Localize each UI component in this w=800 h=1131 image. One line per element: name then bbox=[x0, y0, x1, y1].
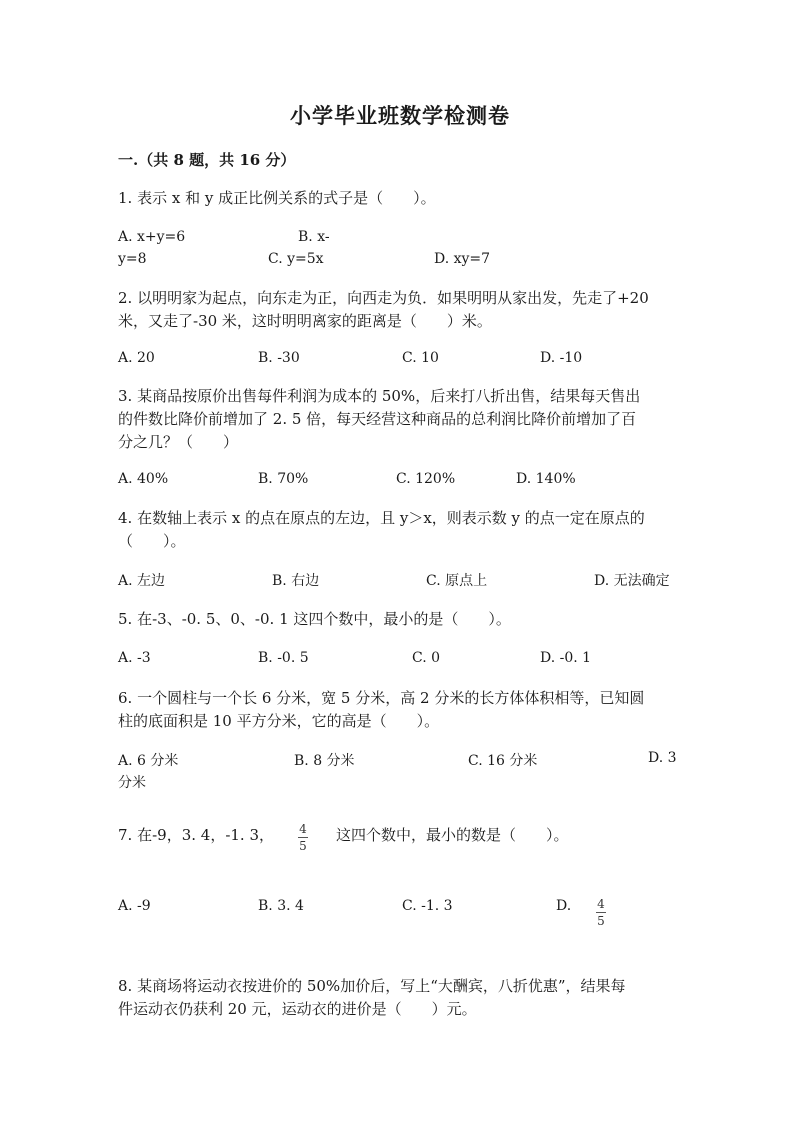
question-7-option-d: D. bbox=[556, 898, 572, 914]
question-3-option-d: D. 140% bbox=[516, 471, 576, 487]
question-1-option-b-cont: y=8 bbox=[118, 251, 147, 267]
question-4-option-c: C. 原点上 bbox=[426, 573, 488, 589]
fraction-bar bbox=[596, 912, 606, 913]
fraction-numerator: 4 bbox=[597, 897, 605, 911]
question-4-line-1: 4. 在数轴上表示 x 的点在原点的左边，且 y＞x，则表示数 y 的点一定在原点的 bbox=[118, 509, 645, 527]
fraction-numerator: 4 bbox=[299, 822, 307, 836]
question-4-option-d: D. 无法确定 bbox=[594, 573, 670, 589]
question-2-option-a: A. 20 bbox=[118, 350, 155, 366]
question-4-option-a: A. 左边 bbox=[118, 573, 166, 589]
question-6-option-a: A. 6 分米 bbox=[118, 753, 179, 769]
question-7-option-c: C. -1. 3 bbox=[402, 898, 453, 914]
question-8-line-1: 8. 某商场将运动衣按进价的 50%加价后，写上“大酬宾，八折优惠”，结果每 bbox=[118, 977, 626, 995]
question-2-option-d: D. -10 bbox=[540, 350, 583, 366]
question-5-option-b: B. -0. 5 bbox=[258, 650, 309, 666]
question-7-suffix: 这四个数中，最小的数是（ ）。 bbox=[336, 826, 569, 844]
question-1-option-c: C. y=5x bbox=[268, 251, 324, 267]
question-1-text: 1. 表示 x 和 y 成正比例关系的式子是（ ）。 bbox=[118, 189, 436, 207]
page-title: 小学毕业班数学检测卷 bbox=[290, 103, 510, 128]
question-7-option-a: A. -9 bbox=[118, 898, 151, 914]
question-7-prefix: 7. 在-9，3. 4，-1. 3， bbox=[118, 826, 275, 844]
fraction-denominator: 5 bbox=[597, 914, 605, 928]
question-1-option-b: B. x- bbox=[298, 229, 330, 245]
question-2-line-2: 米，又走了-30 米，这时明明离家的距离是（ ）米。 bbox=[118, 312, 492, 330]
question-6-line-1: 6. 一个圆柱与一个长 6 分米，宽 5 分米，高 2 分米的长方体体积相等，已知圆 bbox=[118, 689, 645, 707]
question-6-option-d: D. 3 bbox=[648, 750, 677, 766]
question-2-option-c: C. 10 bbox=[402, 350, 439, 366]
question-5-option-c: C. 0 bbox=[412, 650, 441, 666]
fraction-bar bbox=[298, 837, 308, 838]
question-7-option-b: B. 3. 4 bbox=[258, 898, 304, 914]
question-6-line-2: 柱的底面积是 10 平方分米，它的高是（ ）。 bbox=[118, 712, 440, 730]
question-5-option-d: D. -0. 1 bbox=[540, 650, 592, 666]
question-1-option-a: A. x+y=6 bbox=[118, 229, 186, 245]
question-5-option-a: A. -3 bbox=[118, 650, 151, 666]
question-1-option-d: D. xy=7 bbox=[434, 251, 491, 267]
question-3-line-2: 的件数比降价前增加了 2. 5 倍，每天经营这种商品的总利润比降价前增加了百 bbox=[118, 410, 637, 428]
question-6-option-c: C. 16 分米 bbox=[468, 753, 538, 769]
question-6-option-d-cont: 分米 bbox=[118, 775, 146, 791]
question-3-line-1: 3. 某商品按原价出售每件利润为成本的 50%，后来打八折出售，结果每天售出 bbox=[118, 387, 641, 405]
fraction-denominator: 5 bbox=[299, 839, 307, 853]
question-3-option-a: A. 40% bbox=[118, 471, 169, 487]
section-heading: 一.（共 8 题，共 16 分） bbox=[118, 151, 296, 169]
question-8-line-2: 件运动衣仍获利 20 元，运动衣的进价是（ ）元。 bbox=[118, 1000, 477, 1018]
question-5-text: 5. 在-3、-0. 5、0、-0. 1 这四个数中，最小的是（ ）。 bbox=[118, 610, 511, 628]
question-3-option-b: B. 70% bbox=[258, 471, 309, 487]
question-3-line-3: 分之几？（ ） bbox=[118, 433, 239, 451]
question-2-option-b: B. -30 bbox=[258, 350, 300, 366]
question-3-option-c: C. 120% bbox=[396, 471, 456, 487]
question-6-option-b: B. 8 分米 bbox=[294, 753, 355, 769]
question-4-option-b: B. 右边 bbox=[272, 573, 320, 589]
question-4-line-2: （ ）。 bbox=[118, 532, 186, 550]
question-7-fraction bbox=[298, 818, 308, 852]
question-2-line-1: 2. 以明明家为起点，向东走为正，向西走为负．如果明明从家出发，先走了+20 bbox=[118, 289, 649, 307]
question-7-option-d-fraction bbox=[596, 893, 606, 927]
